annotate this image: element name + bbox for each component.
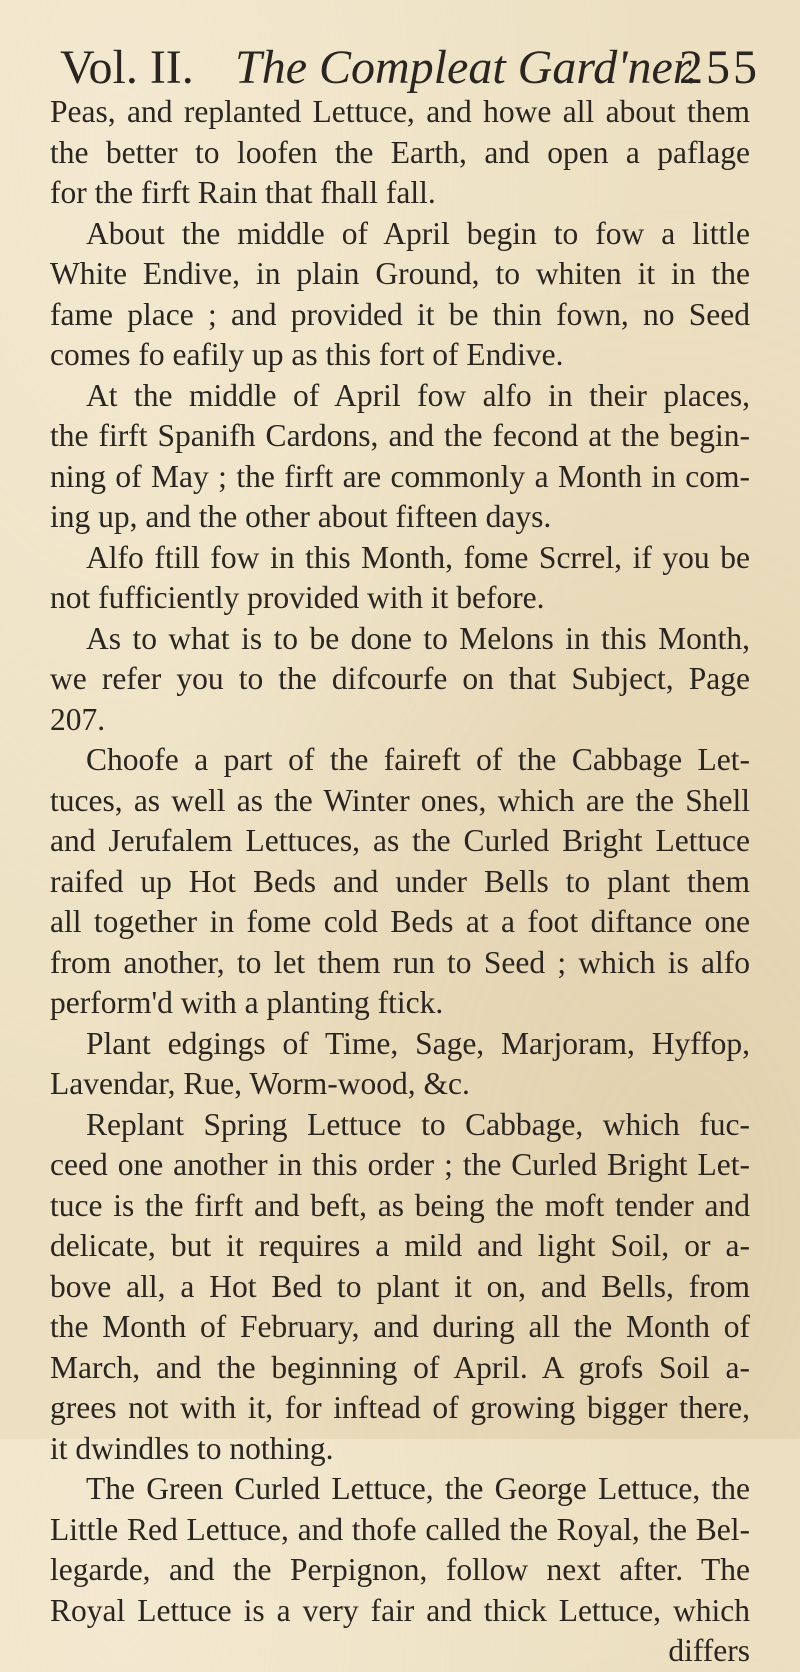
text-line: Alfo ftill fow in this Month, fome Scrrel, if you be <box>86 539 750 575</box>
text-line: we refer you to the difcourfe on that Subject, Page <box>50 661 750 696</box>
text-line: Choofe a part of the faireft of the Cabbage Let- <box>86 742 750 777</box>
text-line: for the firft Rain that fhall fall. <box>50 175 436 210</box>
catchword: differs <box>668 1633 750 1668</box>
text-line: At the middle of April fow alfo in their places, <box>86 377 750 413</box>
text-line: tuce is the firft and beft, as being the moft tender and <box>50 1187 750 1223</box>
text-line: White Endive, in plain Ground, to whiten it in the <box>50 256 750 291</box>
text-line: delicate, but it requires a mild and light Soil, or a- <box>50 1228 750 1263</box>
text-line: ceed one another in this order ; the Curled Bright Let- <box>50 1147 750 1182</box>
text-line: it dwindles to nothing. <box>50 1430 334 1466</box>
text-line: bove all, a Hot Bed to plant it on, and Bells, from <box>50 1268 750 1304</box>
text-line: the better to loofen the Earth, and open a paflage <box>50 134 750 170</box>
text-line: Little Red Lettuce, and thofe called the Royal, the Bel- <box>50 1511 750 1547</box>
text-line: raifed up Hot Beds and under Bells to plant them <box>50 863 750 899</box>
text-line: from another, to let them run to Seed ; which is alfo <box>50 944 750 980</box>
text-line: comes fo eafily up as this fort of Endive. <box>50 337 564 372</box>
text-line: Royal Lettuce is a very fair and thick Lettuce, which <box>50 1592 750 1628</box>
body-text <box>50 92 750 1672</box>
text-line: ing up, and the other about fifteen days. <box>50 499 552 534</box>
running-header <box>40 38 760 98</box>
page-number: 255 <box>679 41 760 94</box>
text-line: legarde, and the Perpignon, follow next after. The <box>50 1552 750 1587</box>
text-line: fame place ; and provided it be thin fown, no Seed <box>50 296 750 332</box>
text-line: and Jerufalem Lettuces, as the Curled Bright Lettuce <box>50 823 750 858</box>
text-line: Lavendar, Rue, Worm-wood, &c. <box>50 1066 470 1101</box>
text-line: the Month of February, and during all the Month of <box>50 1309 750 1344</box>
text-line: ning of May ; the firft are commonly a Month in com- <box>50 458 750 494</box>
text-line: not fufficiently provided with it before. <box>50 580 545 615</box>
text-line: grees not with it, for inftead of growing bigger there, <box>50 1390 750 1425</box>
text-line: Peas, and replanted Lettuce, and howe all about them <box>50 94 750 129</box>
text-line: About the middle of April begin to fow a little <box>86 215 750 251</box>
running-title: The Compleat Gard'ner. <box>235 41 699 94</box>
volume-label: Vol. II. <box>60 41 194 94</box>
text-line: March, and the beginning of April. A grofs Soil a- <box>50 1349 750 1385</box>
text-line: all together in fome cold Beds at a foot diftance one <box>50 904 750 939</box>
text-line: Replant Spring Lettuce to Cabbage, which fuc- <box>86 1106 750 1142</box>
text-line: tuces, as well as the Winter ones, which are the Shell <box>50 782 750 818</box>
text-line: perform'd with a planting ftick. <box>50 985 444 1020</box>
text-line: The Green Curled Lettuce, the George Lettuce, the <box>86 1471 750 1506</box>
text-line: 207. <box>50 701 106 737</box>
text-line: the firft Spanifh Cardons, and the fecond at the begin- <box>50 418 750 453</box>
text-line: Plant edgings of Time, Sage, Marjoram, Hyffop, <box>86 1025 750 1061</box>
text-line: As to what is to be done to Melons in this Month, <box>86 620 750 656</box>
